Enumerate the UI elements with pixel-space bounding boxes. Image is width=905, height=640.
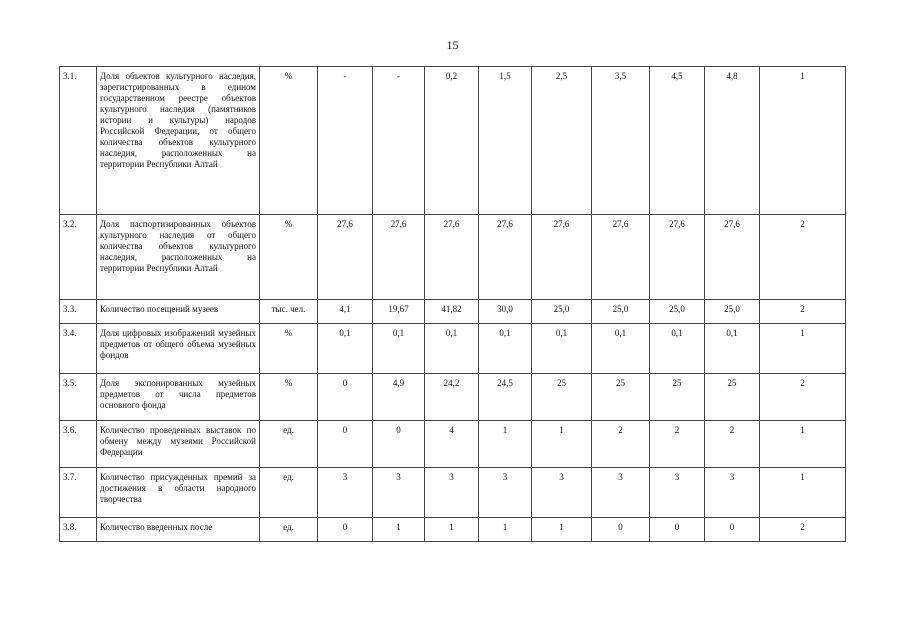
reference-cell: 2 — [760, 300, 846, 324]
row-number: 3.2. — [60, 215, 97, 300]
value-cell: 1 — [532, 518, 592, 542]
value-cell: 4,5 — [650, 67, 705, 215]
indicator-name: Доля цифровых изображений музейных предметов от общего объема музейных фондов — [97, 324, 260, 374]
value-cell: 3,5 — [592, 67, 650, 215]
value-cell: 3 — [479, 468, 532, 518]
value-cell: 3 — [373, 468, 425, 518]
value-cell: 30,0 — [479, 300, 532, 324]
row-number: 3.7. — [60, 468, 97, 518]
value-cell: - — [318, 67, 373, 215]
indicator-name: Количество присужденных премий за достижения в области народного творчества — [97, 468, 260, 518]
value-cell: 3 — [705, 468, 760, 518]
value-cell: 0 — [592, 518, 650, 542]
row-number: 3.4. — [60, 324, 97, 374]
indicator-name: Доля объектов культурного наследия, зарегистрированных в едином государственном реестре объектов культурного наследия (памятников истории и культуры) народов Российской Федерации, от общего количества объектов культурного наследия, расположенных на территории Республики Алтай — [97, 67, 260, 215]
value-cell: 1 — [425, 518, 479, 542]
value-cell: 0,1 — [318, 324, 373, 374]
row-number: 3.8. — [60, 518, 97, 542]
value-cell: 0 — [318, 421, 373, 468]
value-cell: 25,0 — [592, 300, 650, 324]
value-cell: 24,2 — [425, 374, 479, 421]
value-cell: 0 — [318, 374, 373, 421]
value-cell: 27,6 — [592, 215, 650, 300]
value-cell: 0,1 — [425, 324, 479, 374]
reference-cell: 1 — [760, 324, 846, 374]
unit-cell: ед. — [260, 518, 318, 542]
value-cell: 1 — [373, 518, 425, 542]
value-cell: 27,6 — [373, 215, 425, 300]
value-cell: 4,1 — [318, 300, 373, 324]
row-number: 3.6. — [60, 421, 97, 468]
value-cell: 4,9 — [373, 374, 425, 421]
value-cell: 3 — [592, 468, 650, 518]
table-row — [60, 67, 846, 215]
value-cell: 25,0 — [705, 300, 760, 324]
unit-cell: тыс. чел. — [260, 300, 318, 324]
value-cell: 2,5 — [532, 67, 592, 215]
value-cell: 1 — [479, 421, 532, 468]
value-cell: 3 — [532, 468, 592, 518]
table-row — [60, 421, 846, 468]
value-cell: 4,8 — [705, 67, 760, 215]
row-number: 3.3. — [60, 300, 97, 324]
table-row — [60, 324, 846, 374]
reference-cell: 2 — [760, 374, 846, 421]
indicators-table — [59, 66, 846, 542]
value-cell: 19,67 — [373, 300, 425, 324]
value-cell: 0,2 — [425, 67, 479, 215]
value-cell: 3 — [425, 468, 479, 518]
reference-cell: 2 — [760, 518, 846, 542]
table-row — [60, 374, 846, 421]
unit-cell: ед. — [260, 421, 318, 468]
reference-cell: 1 — [760, 421, 846, 468]
unit-cell: % — [260, 374, 318, 421]
page-number: 15 — [446, 38, 459, 52]
value-cell: 0,1 — [479, 324, 532, 374]
value-cell: 27,6 — [532, 215, 592, 300]
value-cell: 27,6 — [425, 215, 479, 300]
value-cell: 25 — [592, 374, 650, 421]
reference-cell: 1 — [760, 468, 846, 518]
value-cell: 0,1 — [705, 324, 760, 374]
reference-cell: 1 — [760, 67, 846, 215]
value-cell: 25,0 — [532, 300, 592, 324]
unit-cell: % — [260, 67, 318, 215]
value-cell: 24,5 — [479, 374, 532, 421]
value-cell: 0,1 — [650, 324, 705, 374]
indicator-name: Доля экспонированных музейных предметов от числа предметов основного фонда — [97, 374, 260, 421]
unit-cell: % — [260, 324, 318, 374]
value-cell: 2 — [650, 421, 705, 468]
value-cell: 0,1 — [532, 324, 592, 374]
value-cell: 0 — [705, 518, 760, 542]
value-cell: 27,6 — [479, 215, 532, 300]
value-cell: 1 — [479, 518, 532, 542]
reference-cell: 2 — [760, 215, 846, 300]
indicator-name: Количество введенных после — [97, 518, 260, 542]
value-cell: 1,5 — [479, 67, 532, 215]
value-cell: 25 — [705, 374, 760, 421]
value-cell: 25,0 — [650, 300, 705, 324]
unit-cell: % — [260, 215, 318, 300]
value-cell: 0 — [318, 518, 373, 542]
table-row — [60, 300, 846, 324]
value-cell: 3 — [318, 468, 373, 518]
value-cell: 27,6 — [318, 215, 373, 300]
value-cell: 27,6 — [650, 215, 705, 300]
indicator-name: Количество посещений музеев — [97, 300, 260, 324]
table-row — [60, 518, 846, 542]
value-cell: 2 — [705, 421, 760, 468]
value-cell: - — [373, 67, 425, 215]
value-cell: 3 — [650, 468, 705, 518]
value-cell: 1 — [532, 421, 592, 468]
value-cell: 2 — [592, 421, 650, 468]
value-cell: 0,1 — [373, 324, 425, 374]
value-cell: 27,6 — [705, 215, 760, 300]
indicator-name: Количество проведенных выставок по обмену между музеями Российской Федерации — [97, 421, 260, 468]
value-cell: 25 — [532, 374, 592, 421]
value-cell: 4 — [425, 421, 479, 468]
value-cell: 25 — [650, 374, 705, 421]
table-row — [60, 215, 846, 300]
table-row — [60, 468, 846, 518]
value-cell: 0 — [650, 518, 705, 542]
value-cell: 0,1 — [592, 324, 650, 374]
table-body — [60, 67, 846, 542]
row-number: 3.5. — [60, 374, 97, 421]
value-cell: 0 — [373, 421, 425, 468]
indicator-name: Доля паспортизированных объектов культурного наследия от общего количества объектов культурного наследия, расположенных на территории Республики Алтай — [97, 215, 260, 300]
row-number: 3.1. — [60, 67, 97, 215]
value-cell: 41,82 — [425, 300, 479, 324]
unit-cell: ед. — [260, 468, 318, 518]
